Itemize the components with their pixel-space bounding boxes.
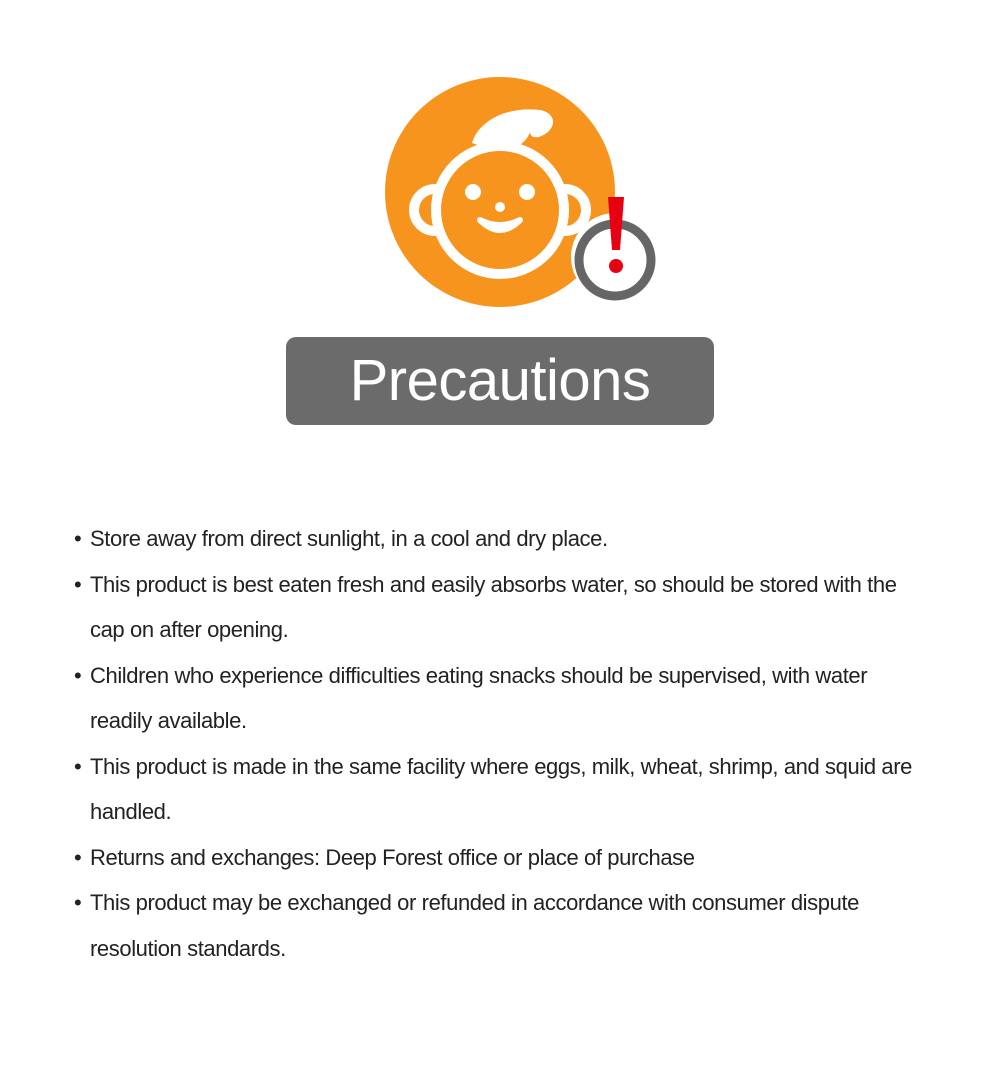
bullet: • [74, 890, 82, 915]
note-text: Store away from direct sunlight, in a cool and dry place. [90, 526, 608, 551]
note-text: This product is made in the same facility where eggs, milk, wheat, shrimp, and squid are handled. [90, 753, 912, 824]
bullet: • [74, 571, 82, 597]
bullet: • [74, 526, 82, 551]
list-item [74, 653, 934, 744]
list-item [74, 835, 934, 881]
list-item [74, 562, 934, 653]
bullet: • [74, 753, 82, 779]
bullet: • [74, 844, 82, 870]
list-item [74, 880, 934, 971]
baby-warning-icon [380, 70, 670, 315]
list-item [74, 744, 934, 835]
note-text: Returns and exchanges: Deep Forest office or place of purchase [90, 844, 695, 870]
page-title: Precautions [349, 348, 651, 413]
precautions-list [74, 516, 934, 971]
note-text: Children who experience difficulties eating snacks should be supervised, with water readily available. [90, 662, 868, 733]
title-badge [286, 337, 714, 425]
list-item [74, 516, 934, 562]
note-text: This product may be exchanged or refunded in accordance with consumer dispute resolution standards. [90, 890, 859, 961]
bullet: • [74, 662, 82, 688]
note-text: This product is best eaten fresh and easily absorbs water, so should be stored with the cap on after opening. [90, 571, 897, 642]
baby-face-icon [380, 70, 670, 315]
